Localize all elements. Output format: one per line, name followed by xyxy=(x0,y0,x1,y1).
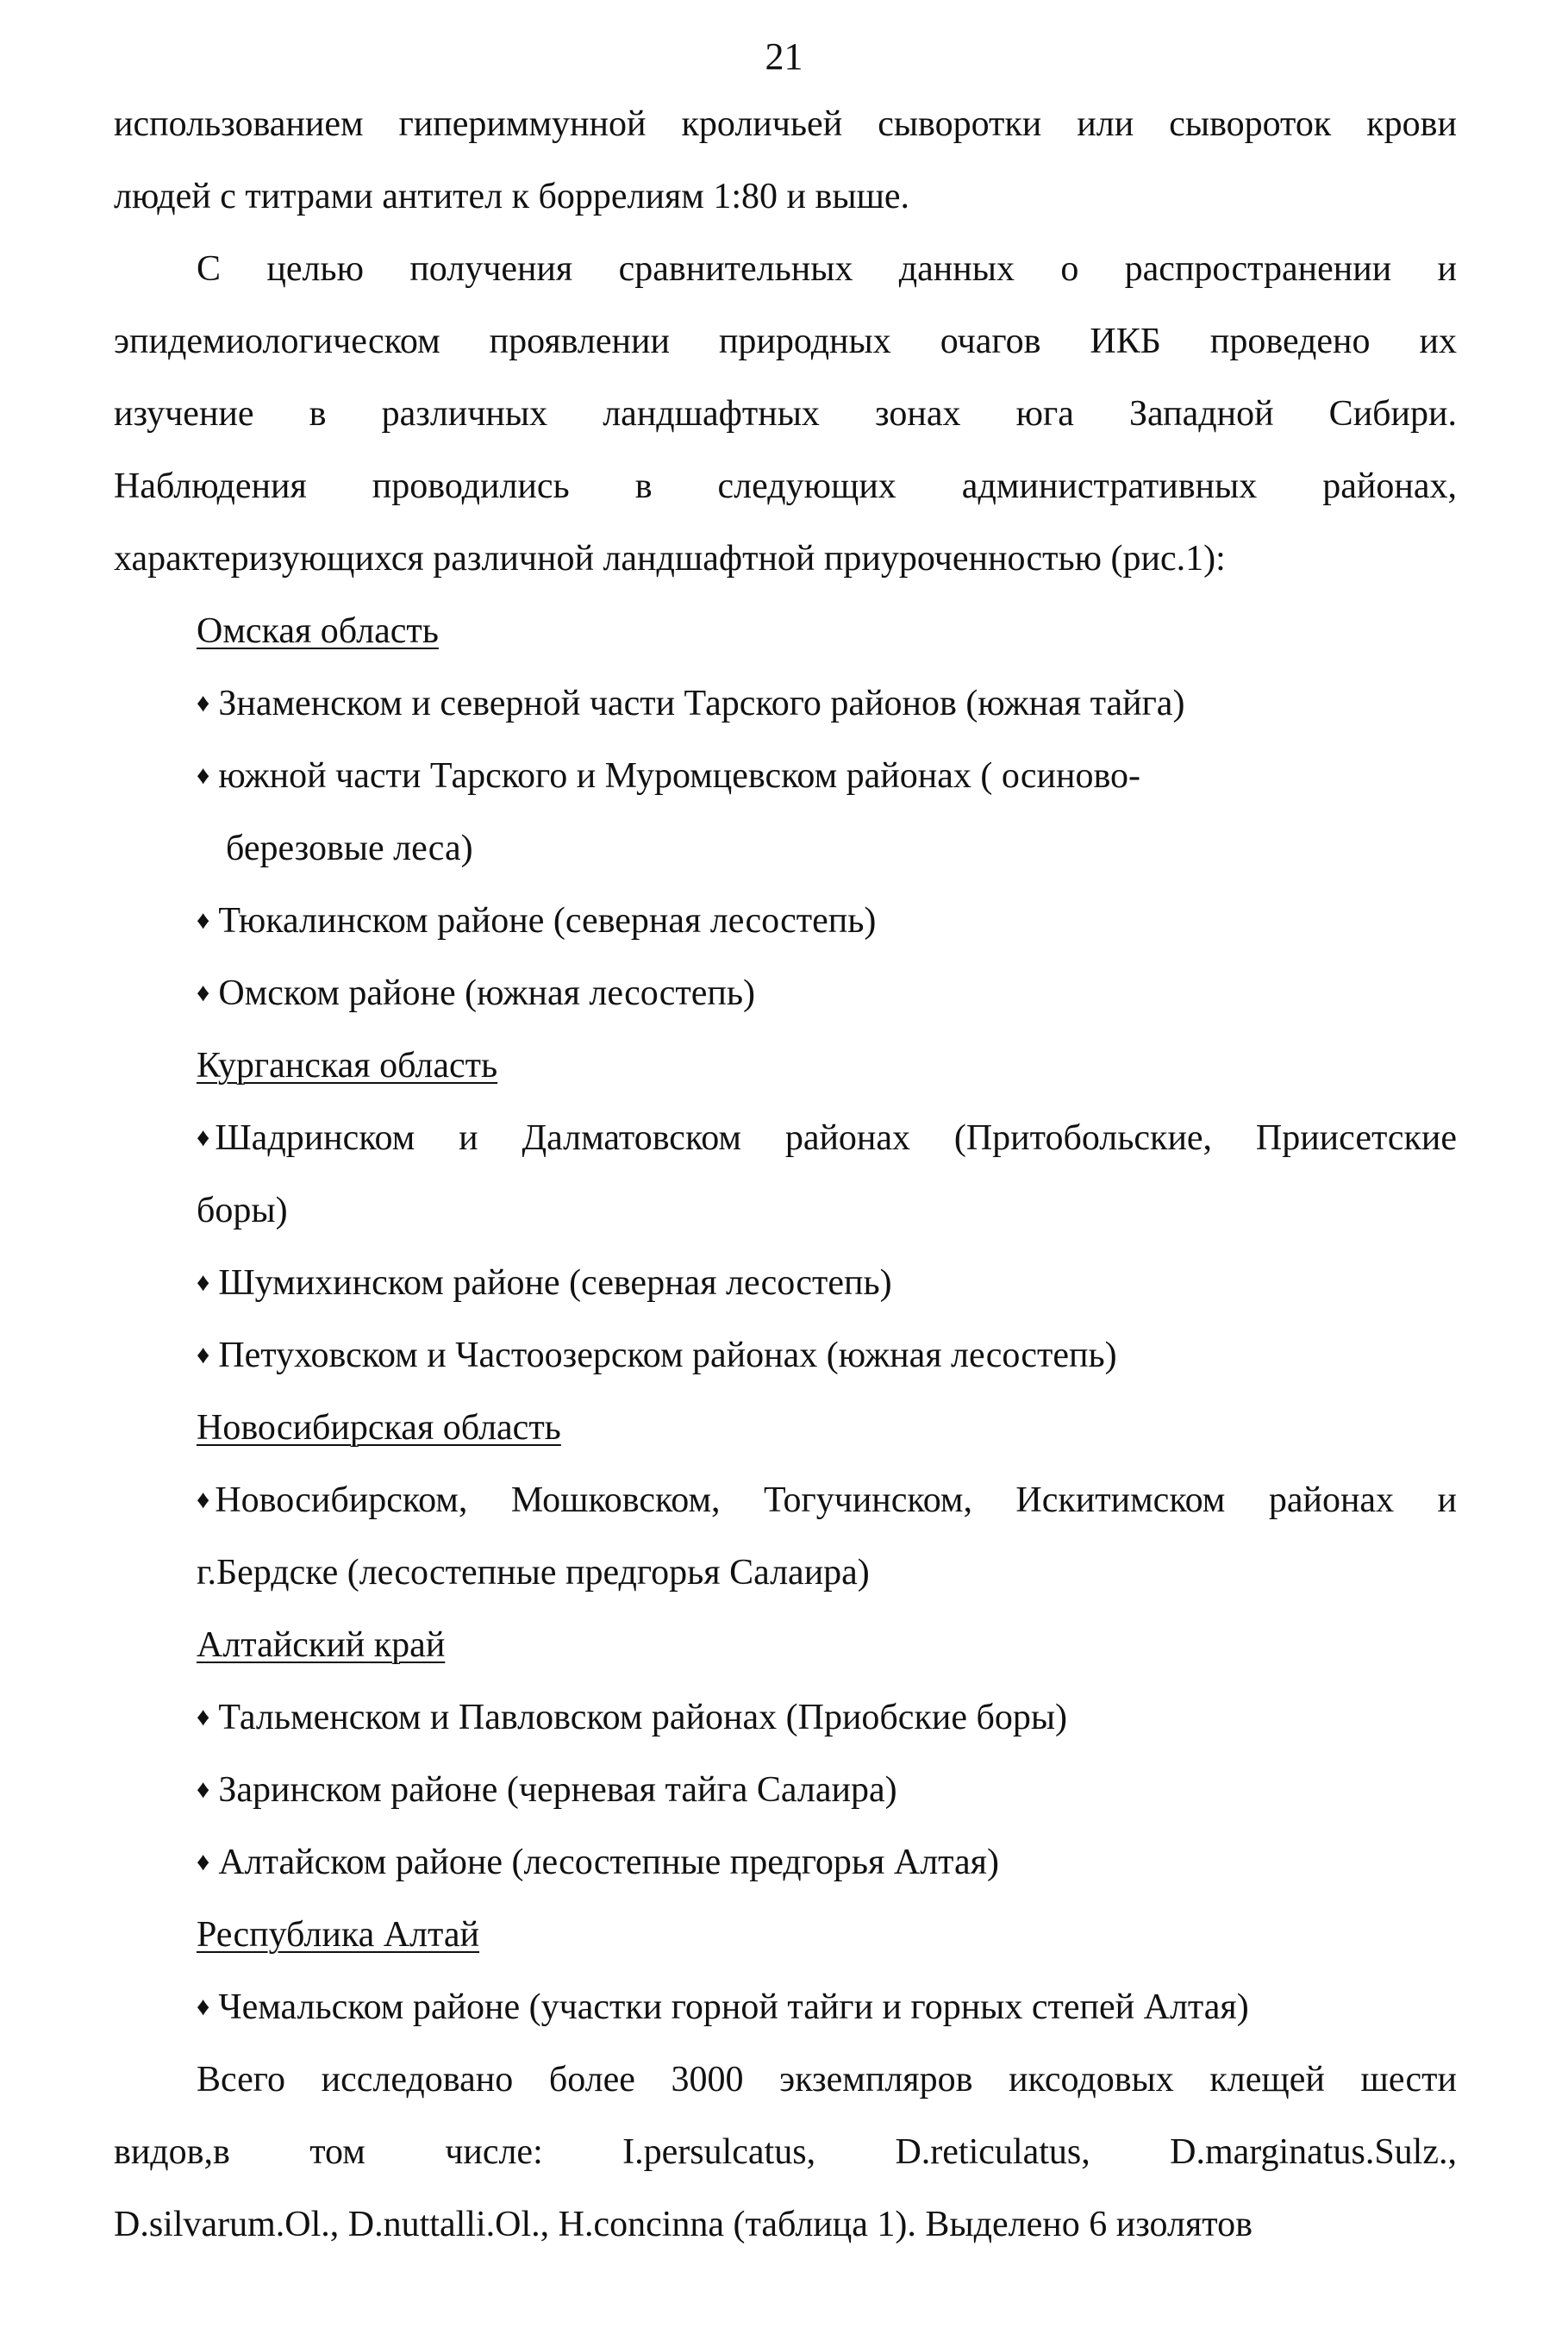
region-kurgan xyxy=(114,1029,1457,1392)
list-item xyxy=(114,1681,1457,1754)
list-item-text: Знаменском и северной части Тарского районов (южная тайга) xyxy=(218,684,1185,723)
list-item-text: Тюкалинском районе (северная лесостепь) xyxy=(218,901,877,941)
diamond-bullet-icon: ♦ xyxy=(197,1775,210,1804)
diamond-bullet-icon: ♦ xyxy=(197,1268,210,1297)
text-line: видов,в том числе: I.persulcatus, D.reticulatus, D.marginatus.Sulz., xyxy=(114,2132,1457,2172)
text-line: изучение в различных ландшафтных зонах юга Западной Сибири. xyxy=(114,394,1457,434)
list-item-continuation: г.Бердске (лесостепные предгорья Салаира) xyxy=(197,1553,870,1593)
page-number: 21 xyxy=(765,35,803,78)
diamond-bullet-icon: ♦ xyxy=(197,1848,210,1876)
list-item-continuation: боры) xyxy=(197,1191,288,1230)
region-novosibirsk xyxy=(114,1392,1457,1609)
list-item xyxy=(114,667,1457,740)
diamond-bullet-icon: ♦ xyxy=(197,979,210,1007)
text-line: Всего исследовано более 3000 экземпляров иксодовых клещей шести xyxy=(197,2060,1457,2100)
region-omsk xyxy=(114,595,1457,1029)
list-item-text: Омском районе (южная лесостепь) xyxy=(218,973,756,1013)
list-item-text: Алтайском районе (лесостепные предгорья Алтая) xyxy=(218,1843,999,1882)
text-line: С целью получения сравнительных данных о распространении и xyxy=(197,249,1457,289)
diamond-bullet-icon: ♦ xyxy=(197,689,210,717)
region-heading: Курганская область xyxy=(197,1046,498,1086)
list-item-line xyxy=(197,1102,1457,1174)
list-item xyxy=(114,1319,1457,1392)
region-heading: Омская область xyxy=(197,611,439,651)
study-paragraph xyxy=(114,233,1457,595)
list-item-text: Чемальском районе (участки горной тайги и горных степей Алтая) xyxy=(218,1987,1249,2027)
diamond-bullet-icon: ♦ xyxy=(197,1341,210,1369)
list-item xyxy=(114,957,1457,1029)
region-altai-republic xyxy=(114,1899,1457,2043)
text-line: людей с титрами антител к боррелиям 1:80 и выше. xyxy=(114,177,910,216)
list-item xyxy=(114,885,1457,957)
list-item xyxy=(114,740,1457,812)
text-line: характеризующихся различной ландшафтной приуроченностью (рис.1): xyxy=(114,539,1226,579)
diamond-bullet-icon: ♦ xyxy=(197,1486,210,1514)
region-heading: Республика Алтай xyxy=(197,1915,480,1955)
diamond-bullet-icon: ♦ xyxy=(197,1703,210,1731)
text-line: Наблюдения проводились в следующих административных районах, xyxy=(114,466,1457,506)
list-item xyxy=(114,1464,1457,1609)
list-item-line xyxy=(197,1464,1457,1536)
region-heading: Новосибирская область xyxy=(197,1408,561,1448)
list-item xyxy=(114,1754,1457,1826)
region-altai-krai xyxy=(114,1609,1457,1899)
list-item-text: Шадринском и Далматовском районах (Притобольские, Приисетские xyxy=(215,1118,1457,1158)
list-item-text: Шумихинском районе (северная лесостепь) xyxy=(218,1263,892,1303)
text-line: эпидемиологическом проявлении природных очагов ИКБ проведено их xyxy=(114,322,1457,361)
region-heading: Алтайский край xyxy=(197,1625,446,1665)
list-item-text: Заринском районе (черневая тайга Салаира) xyxy=(218,1770,897,1810)
list-item-continuation: березовые леса) xyxy=(226,829,473,868)
diamond-bullet-icon: ♦ xyxy=(197,1123,210,1152)
text-line: использованием гипериммунной кроличьей сыворотки или сывороток крови xyxy=(114,104,1457,144)
diamond-bullet-icon: ♦ xyxy=(197,1993,210,2021)
list-item-text: Петуховском и Частоозерском районах (южная лесостепь) xyxy=(218,1336,1117,1375)
list-item xyxy=(114,1826,1457,1899)
text-line: D.silvarum.Ol., D.nuttalli.Ol., H.concinna (таблица 1). Выделено 6 изолятов xyxy=(114,2205,1253,2244)
final-paragraph xyxy=(114,2043,1457,2261)
list-item-text: Тальменском и Павловском районах (Приобские боры) xyxy=(218,1698,1068,1737)
list-item xyxy=(114,1247,1457,1319)
list-item xyxy=(114,1102,1457,1247)
intro-paragraph xyxy=(114,88,1457,233)
list-item xyxy=(114,1971,1457,2043)
diamond-bullet-icon: ♦ xyxy=(197,761,210,790)
document-body xyxy=(114,88,1457,2261)
diamond-bullet-icon: ♦ xyxy=(197,906,210,935)
list-item-text: южной части Тарского и Муромцевском районах ( осиново- xyxy=(218,756,1141,796)
list-item-text: Новосибирском, Мошковском, Тогучинском, Искитимском районах и xyxy=(215,1480,1457,1520)
